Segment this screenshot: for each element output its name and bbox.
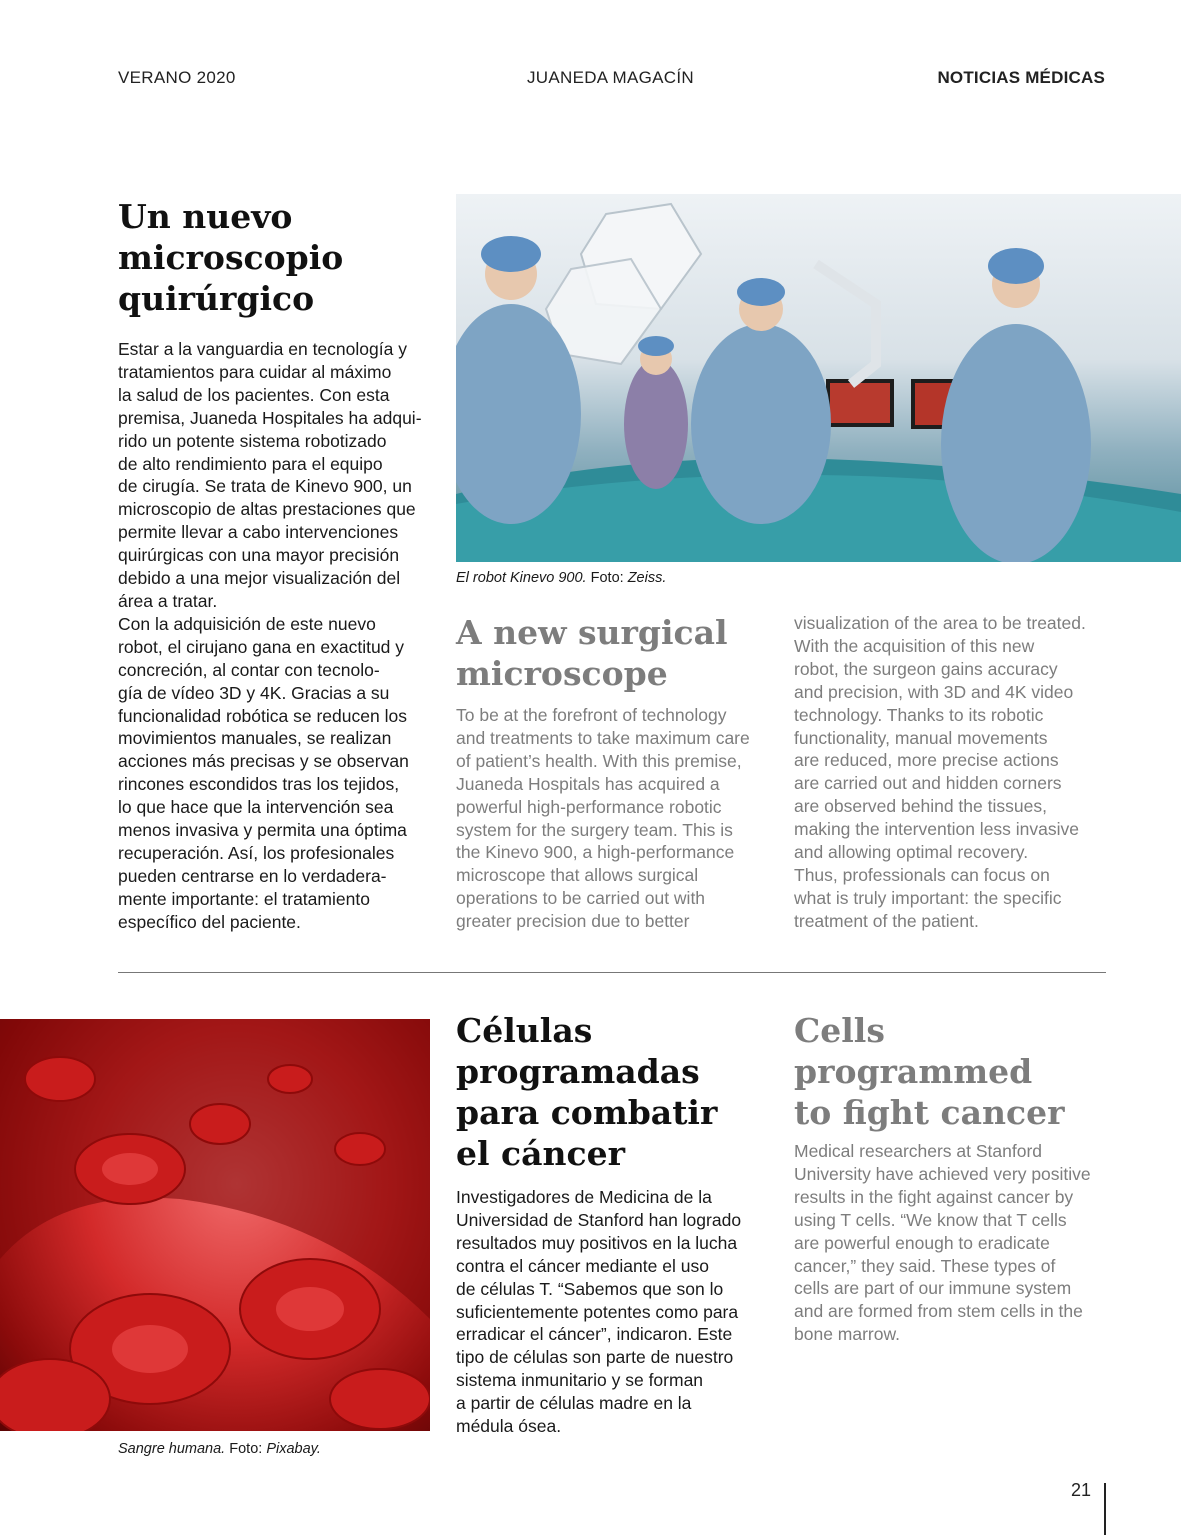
article2-body-en: Medical researchers at Stanford University have achieved very positive results in the fight against cancer by using T cells. “We know that T cells are powerful enough to eradicate cancer,” they said. These types of cells are part of our immune system and are formed from stem cells in the bone marrow. bbox=[794, 1141, 1091, 1345]
article2-title-en: Cells programmed to fight cancer bbox=[794, 1011, 1065, 1132]
page-number: 21 bbox=[1071, 1480, 1092, 1500]
page-number-bar bbox=[1104, 1483, 1106, 1535]
article1-title-es: Un nuevo microscopio quirúrgico bbox=[118, 197, 344, 318]
caption-title: Sangre humana. bbox=[118, 1441, 226, 1457]
surgery-photo-caption bbox=[456, 570, 666, 586]
article1-body-en-col1: To be at the forefront of technology and treatments to take maximum care of patient’s health. With this premise, Juaneda Hospitals has acquired a powerful high-performance robotic system for the surgery team. This is the Kinevo 900, a high-performance microscope that allows surgical operations to be carried out with greater precision due to better bbox=[456, 705, 750, 932]
caption-photo-label: Foto: bbox=[586, 570, 628, 586]
caption-photo-label: Foto: bbox=[225, 1441, 267, 1457]
surgery-photo bbox=[456, 194, 1181, 562]
article1-body-es: Estar a la vanguardia en tecnología y tratamientos para cuidar al máximo la salud de los pacientes. Con esta premisa, Juaneda Hospitales ha adqui- rido un potente sistema robotizado de alto rendimiento para el equipo de cirugía. Se trata de Kinevo 900, un microscopio de altas prestaciones que permite llevar a cabo intervenciones quirúrgicas con una mayor precisión debido a una mejor visualización del área a tratar. Con la adquisición de este nuevo robot, el cirujano gana en exactitud y concreción, al contar con tecnolo- gía de vídeo 3D y 4K. Gracias a su funcionalidad robótica se reducen los movimientos manuales, se realizan acciones más precisas y se observan rincones escondidos tras los tejidos, lo que hace que la intervención sea menos invasiva y permita una óptima recuperación. Así, los profesionales pueden centrarse en lo verdadera- mente importante: el tratamiento específico del paciente. bbox=[118, 339, 422, 932]
caption-credit: Pixabay. bbox=[266, 1441, 321, 1457]
section-divider bbox=[118, 972, 1106, 973]
blood-cells-photo bbox=[0, 1019, 430, 1431]
issue-label: VERANO 2020 bbox=[118, 68, 236, 87]
article1-body-en-col2: visualization of the area to be treated. With the acquisition of this new robot, the surgeon gains accuracy and precision, with 3D and 4K video technology. Thanks to its robotic functionality, manual movements are reduced, more precise actions are carried out and hidden corners are observed behind the tissues, making the intervention less invasive and allowing optimal recovery. Thus, professionals can focus on what is truly important: the specific treatment of the patient. bbox=[794, 613, 1086, 931]
blood-photo-caption bbox=[118, 1441, 321, 1457]
magazine-name: JUANEDA MAGACÍN bbox=[527, 68, 694, 87]
article2-title-es: Células programadas para combatir el cáncer bbox=[456, 1011, 718, 1173]
article2-body-es: Investigadores de Medicina de la Universidad de Stanford han logrado resultados muy positivos en la lucha contra el cáncer mediante el uso de células T. “Sabemos que son lo suficientemente potentes como para erradicar el cáncer”, indicaron. Este tipo de células son parte de nuestro sistema inmunitario y se forman a partir de células madre en la médula ósea. bbox=[456, 1187, 742, 1437]
caption-title: El robot Kinevo 900. bbox=[456, 570, 587, 586]
section-label: NOTICIAS MÉDICAS bbox=[937, 68, 1105, 87]
article1-title-en: A new surgical microscope bbox=[456, 613, 728, 693]
caption-credit: Zeiss. bbox=[627, 570, 667, 586]
